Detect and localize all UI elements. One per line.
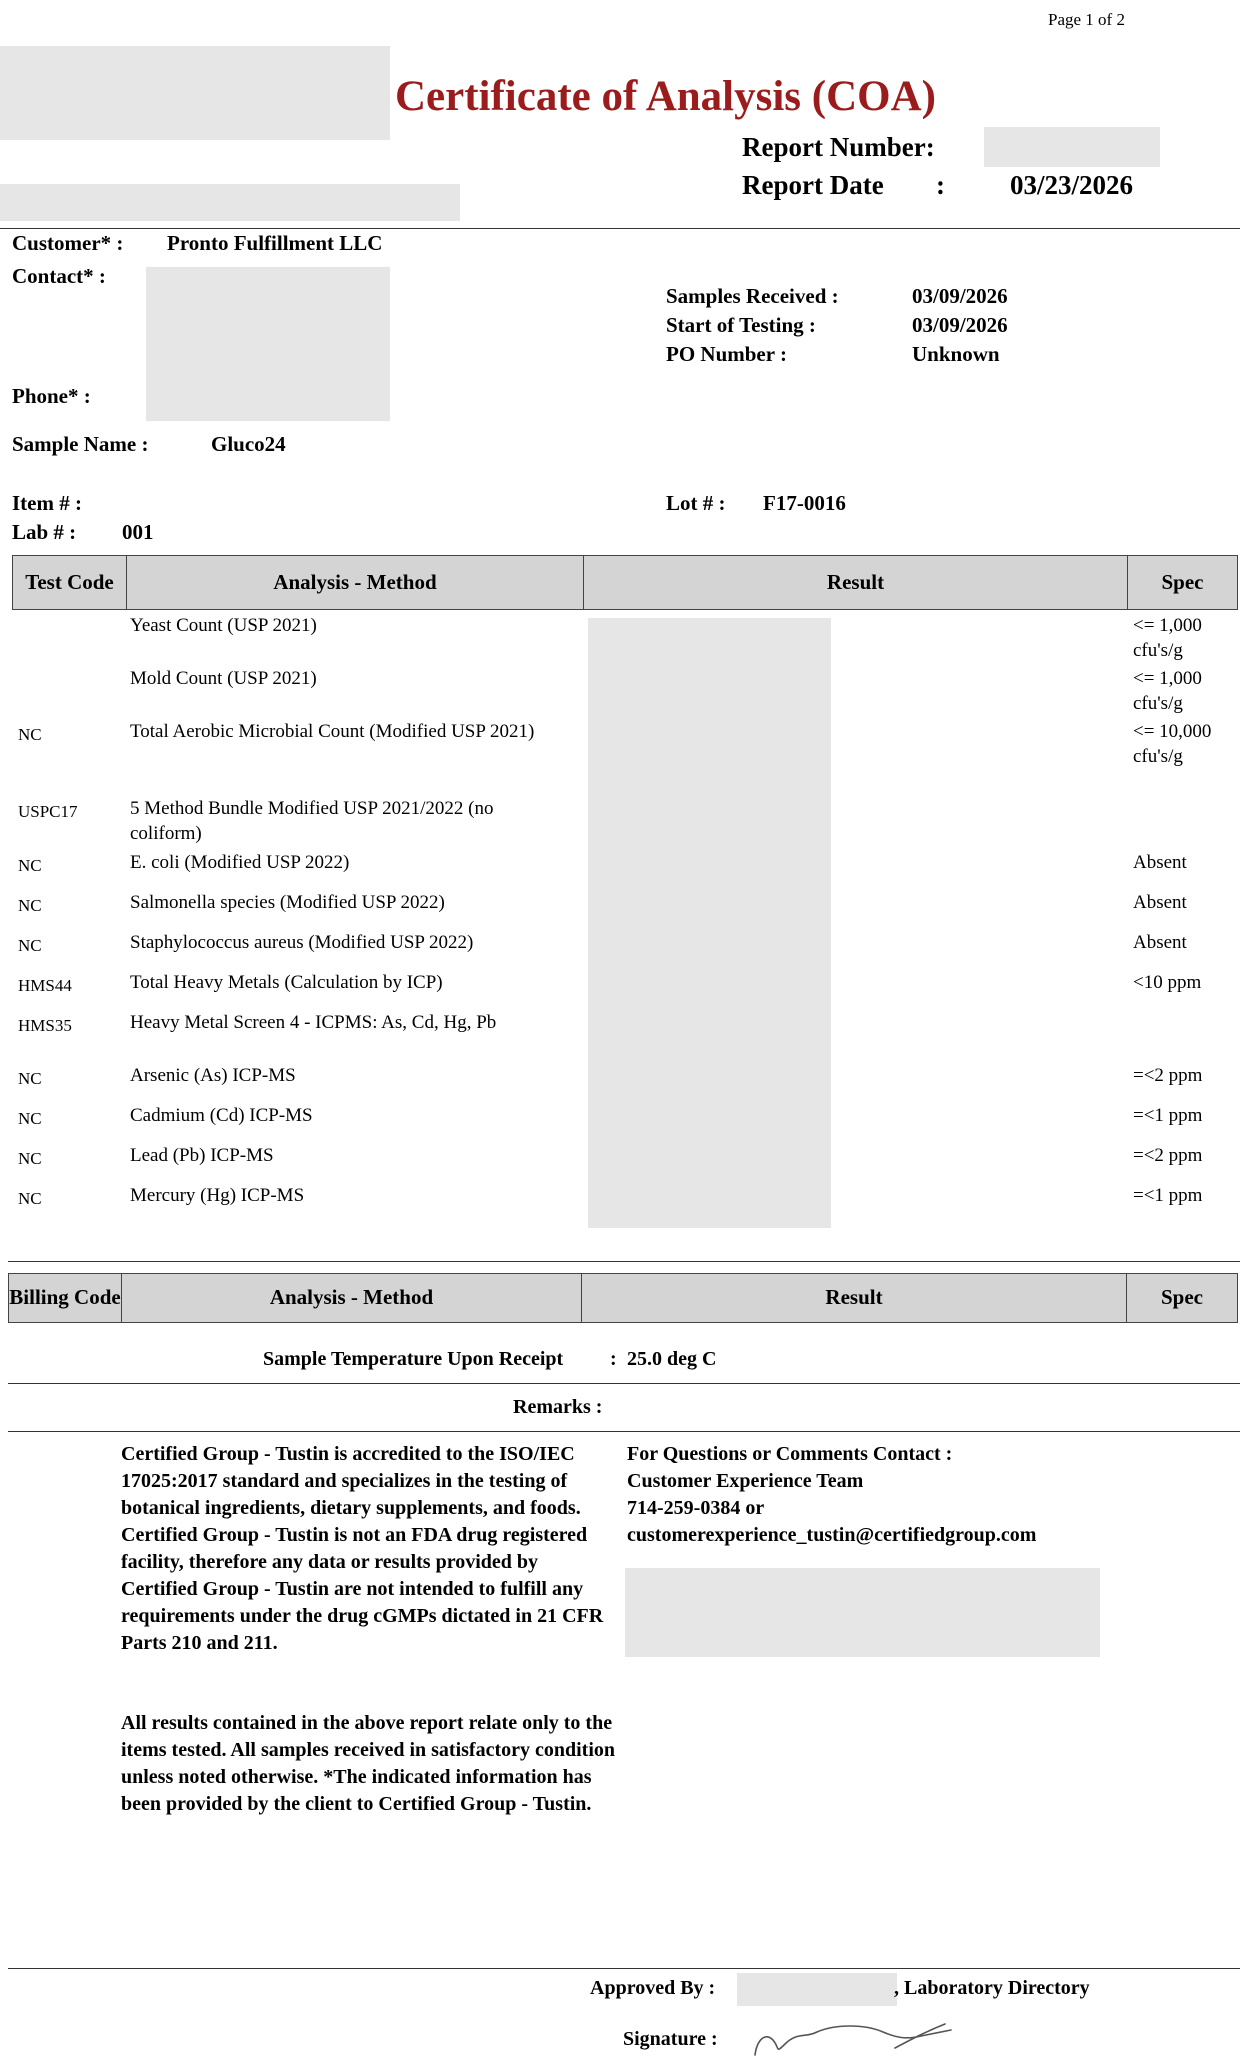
redacted-approver (737, 1973, 897, 2006)
start-testing-label: Start of Testing : (666, 313, 816, 337)
row-method: Total Aerobic Microbial Count (Modified USP 2021) (130, 721, 535, 742)
document-title: Certificate of Analysis (COA) (395, 73, 936, 120)
temperature-label: Sample Temperature Upon Receipt (263, 1348, 564, 1370)
header-result: Result (582, 1274, 1127, 1322)
samples-received-label: Samples Received : (666, 284, 839, 308)
report-date-label: Report Date (742, 170, 884, 200)
start-testing-value: 03/09/2026 (912, 313, 1008, 337)
row-spec: Absent (1133, 932, 1187, 953)
po-number-value: Unknown (912, 342, 1000, 366)
table-divider (8, 1261, 1240, 1262)
row-method: Total Heavy Metals (Calculation by ICP) (130, 972, 443, 993)
row-spec: =<2 ppm (1133, 1145, 1203, 1166)
contact-phone: 714-259-0384 or (627, 1497, 765, 1519)
lot-label: Lot # : (666, 491, 726, 515)
temperature-colon: : (610, 1348, 617, 1370)
remarks-label: Remarks : (513, 1396, 603, 1418)
header-divider (0, 228, 1240, 229)
redacted-address (0, 184, 460, 221)
row-code: NC (18, 936, 42, 955)
row-spec: Absent (1133, 852, 1187, 873)
customer-label: Customer* : (12, 231, 124, 255)
row-spec: =<1 ppm (1133, 1105, 1203, 1126)
row-code: USPC17 (18, 802, 78, 821)
row-spec: <= 10,000 cfu's/g (1133, 721, 1212, 767)
row-spec: <10 ppm (1133, 972, 1202, 993)
row-method: Yeast Count (USP 2021) (130, 615, 317, 636)
page-indicator: Page 1 of 2 (1048, 10, 1125, 29)
row-code: NC (18, 725, 42, 744)
results-disclaimer: All results contained in the above report relate only to the items tested. All samples received in satisfactory condition unless noted otherwise. *The indicated information has been provided by the client to Certified Group - Tustin. (121, 1712, 616, 1815)
row-code: NC (18, 1189, 42, 1208)
row-method: Mold Count (USP 2021) (130, 668, 317, 689)
header-billing-code: Billing Code (9, 1274, 122, 1322)
redacted-report-number (984, 127, 1160, 167)
temperature-value: 25.0 deg C (627, 1348, 717, 1370)
contact-team: Customer Experience Team (627, 1470, 864, 1492)
billing-table-header (8, 1273, 1238, 1323)
header-test-code: Test Code (13, 556, 127, 609)
sample-name-value: Gluco24 (211, 432, 286, 456)
temperature-divider (8, 1383, 1240, 1384)
contact-heading: For Questions or Comments Contact : (627, 1443, 953, 1465)
row-method: Salmonella species (Modified USP 2022) (130, 892, 445, 913)
lab-value: 001 (122, 520, 154, 544)
row-code: HMS44 (18, 976, 72, 995)
redacted-results (588, 618, 831, 1228)
row-spec: =<1 ppm (1133, 1185, 1203, 1206)
lab-label: Lab # : (12, 520, 77, 544)
row-method: Cadmium (Cd) ICP-MS (130, 1105, 313, 1126)
approved-by-label: Approved By : (590, 1977, 716, 1999)
footer-divider (8, 1968, 1240, 1969)
header-result: Result (584, 556, 1128, 609)
remarks-divider (8, 1431, 1240, 1432)
redacted-logo (0, 46, 390, 140)
row-method: Lead (Pb) ICP-MS (130, 1145, 274, 1166)
row-method: Mercury (Hg) ICP-MS (130, 1185, 305, 1206)
customer-value: Pronto Fulfillment LLC (167, 231, 383, 255)
header-spec: Spec (1161, 569, 1204, 594)
row-method: 5 Method Bundle Modified USP 2021/2022 (no coliform) (130, 798, 494, 844)
row-spec: <= 1,000 cfu's/g (1133, 668, 1202, 714)
row-code: NC (18, 856, 42, 875)
contact-label: Contact* : (12, 264, 106, 288)
samples-received-value: 03/09/2026 (912, 284, 1008, 308)
redacted-contact (146, 267, 390, 421)
redacted-contact-info (625, 1568, 1100, 1657)
row-method: Heavy Metal Screen 4 - ICPMS: As, Cd, Hg, Pb (130, 1012, 497, 1033)
row-code: NC (18, 896, 42, 915)
signature-scribble (745, 2010, 960, 2062)
row-code: NC (18, 1069, 42, 1088)
header-spec: Spec (1161, 1285, 1203, 1310)
header-analysis-method: Analysis - Method (127, 556, 584, 609)
report-date-colon: : (936, 170, 945, 200)
approver-title: , Laboratory Directory (894, 1977, 1090, 1999)
po-number-label: PO Number : (666, 342, 787, 366)
row-method: E. coli (Modified USP 2022) (130, 852, 350, 873)
results-table-header (12, 555, 1238, 610)
sample-name-label: Sample Name : (12, 432, 149, 456)
report-date-value: 03/23/2026 (1010, 170, 1134, 200)
item-label: Item # : (12, 491, 82, 515)
row-code: HMS35 (18, 1016, 72, 1035)
row-method: Staphylococcus aureus (Modified USP 2022) (130, 932, 474, 953)
row-spec: <= 1,000 cfu's/g (1133, 615, 1202, 661)
row-method: Arsenic (As) ICP-MS (130, 1065, 296, 1086)
row-code: NC (18, 1149, 42, 1168)
header-analysis-method: Analysis - Method (122, 1274, 582, 1322)
row-code: NC (18, 1109, 42, 1128)
phone-label: Phone* : (12, 384, 91, 408)
signature-label: Signature : (623, 2028, 718, 2050)
accreditation-disclaimer: Certified Group - Tustin is accredited to the ISO/IEC 17025:2017 standard and specializes in the testing of botanical ingredients, dietary supplements, and foods. Certified Group - Tustin is not an FDA drug registered facility, therefore any data or results provided by Certified Group - Tustin are not intended to fulfill any requirements under the drug cGMPs dictated in 21 CFR Parts 210 and 211. (121, 1443, 604, 1654)
row-spec: =<2 ppm (1133, 1065, 1203, 1086)
row-spec: Absent (1133, 892, 1187, 913)
report-number-label: Report Number: (742, 132, 935, 162)
lot-value: F17-0016 (763, 491, 846, 515)
contact-email-link[interactable]: customerexperience_tustin@certifiedgroup.com (627, 1524, 1037, 1546)
